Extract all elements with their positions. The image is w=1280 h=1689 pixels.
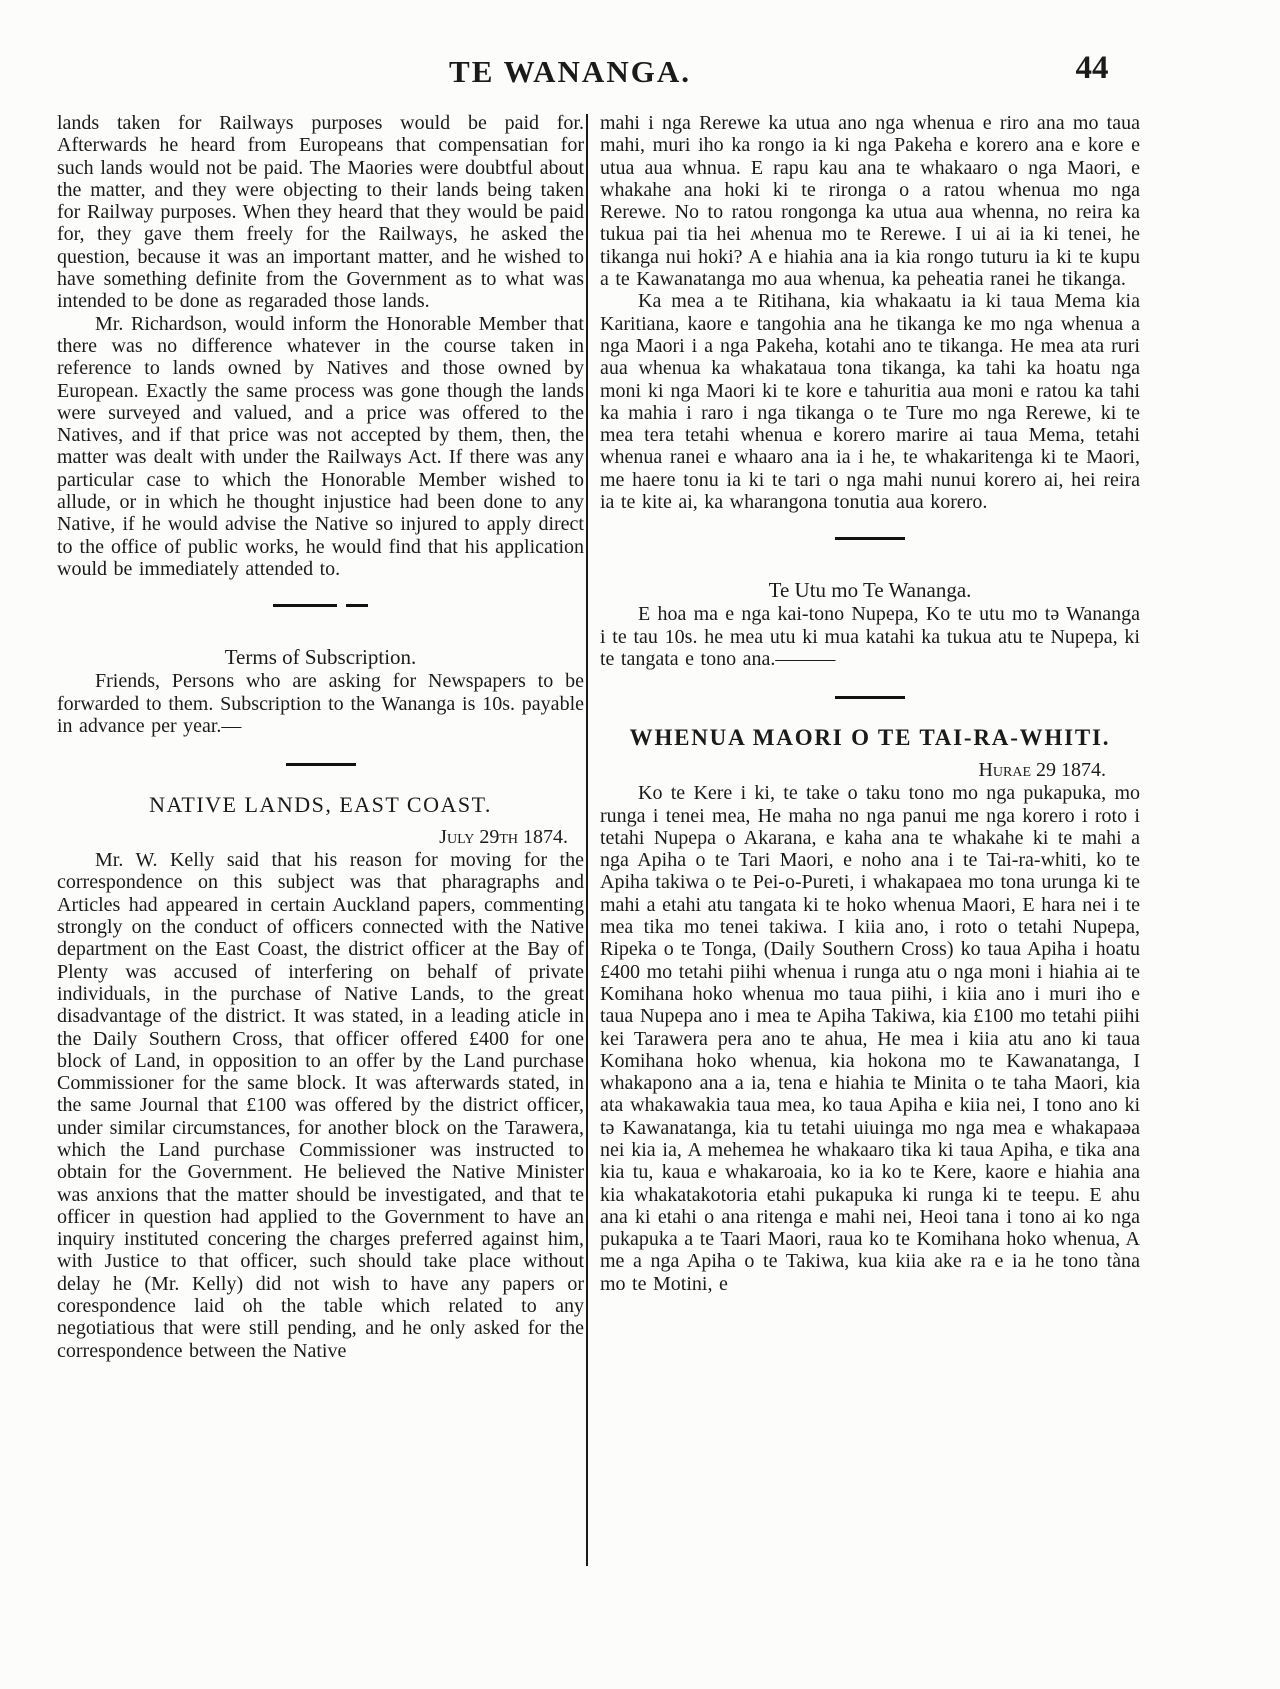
left-continuation-paragraph: lands taken for Railways purposes would be paid for. Afterwards he heard from Europeans that compensatian for such lands would not be paid. The Maories were doubtful about the matter, and they were objecting to their lands being taken for Railway purposes. When they heard that they would be paid for, they gave them freely for the Railways, he asked the question, because it was an important matter, and he wished to have something definite from the Government as to what was intended to be done as regaraded those lands. — [57, 112, 584, 313]
utu-paragraph: E hoa ma e nga kai-tono Nupepa, Ko te utu mo tə Wananga i te tau 10s. he mea utu ki mua katahi ka tukua atu te Nupepa, ki te tangata e tono ana.——— — [600, 603, 1140, 670]
section-divider — [600, 696, 1140, 699]
native-lands-heading: NATIVE LANDS, EAST COAST. — [149, 792, 492, 818]
section-divider — [57, 604, 584, 607]
page-number: 44 — [1075, 50, 1109, 86]
divider-segment — [346, 604, 368, 607]
utu-heading: Te Utu mo Te Wananga. — [768, 578, 972, 603]
whenua-maori-paragraph: Ko te Kere i ki, te take o taku tono mo nga pukapuka, mo runga i tenei mea, He maha no nga panui me nga korero i roto i tetahi Nupepa o Akarana, e kaha ana te whakahe ki te mahi a nga Apiha o te Tari Maori, e noho ana i te Tai-ra-whiti, ko te Apiha takiwa o te Pei-o-Pureti, i whakapaea mo tona urunga ki te mahi a etahi atu tangata ki te hoko whenua Maori, E hara nei i te mea tika mo tenei takiwa. I kiia ano, i roto o tetahi Nupepa, Ripeka o te Tonga, (Daily Southern Cross) ko taua Apiha i hoatu £400 mo tetahi piihi whenua i runga atu o nga moni i hiahia ai te Komihana hoko whenua mo taua piihi, i kiia ano i muri iho e taua Nupepa ano i mea te Apiha Takiwa, kia £100 mo tetahi piihi kei Tarawera pera ano te ahua, He mea i kiia atu ano ki taua Komihana hoko whenua, kia hokona mo te Kawanatanga, I whakapono ana a ia, tena e hiahia te Minita o te taha Maori, kia ata whakawakia taua mea, ko taua Apiha e kiia nei, I tono ano ki tə Kawanatanga, kia tu tetahi uiuinga mo nga mea e whakapaəa nei kia ia, A mehemea he whakaaro tika ki taua Apiha, e tika ana kia tu, kaua e whakaroaia, ko ia ko te Kere, kaore e hiahia ana kia whakatakotoria etahi pukapuka ki runga ki te teepu. E ahu ana ki etahi o ana ritenga e mahi nei, Heoi tana i tono ai ko nga pukapuka a te Taari Maori, raua ko te Komihana hoko whenua, A me a nga Apiha o te Takiwa, kua kiia ake ra e ia he tono tàna mo te Motini, e — [600, 782, 1140, 1295]
ritihana-paragraph: Ka mea a te Ritihana, kia whakaatu ia ki taua Mema kia Karitiana, kaore e tangohia ana he tikanga ke mo nga whenua a nga Maori i a nga Pakeha, kotahi ano te tikanga. He mea ata ruri aua whenua ka whakataua tona tikanga, ka tahi ka hoatu nga moni ki nga Maori ki te kore e tahuritia aua moni e ratou ka tahi ka mahia i raro i nga tikanga o te Ture mo nga Rerewe, ki te mea tera tetahi whenua e korero marire ai taua Mema, tetahi whenua ranei e whaaro ana ia i he, te whakaritenga ki te Maori, me haere tonu ia ki te tari o nga mahi nunui korero ai, hei reira ia te kite ai, ka wharangona tonutia aua korero. — [600, 290, 1140, 514]
divider-segment — [835, 537, 905, 540]
divider-segment — [835, 696, 905, 699]
native-lands-date: July 29th 1874. — [439, 826, 568, 849]
column-divider-rule — [586, 114, 588, 1566]
section-divider — [600, 537, 1140, 540]
divider-segment — [286, 763, 356, 766]
richardson-paragraph: Mr. Richardson, would inform the Honorable Member that there was no difference whatever in the course taken in reference to lands owned by Natives and those owned by European. Exactly the same process was gone though the lands were surveyed and valued, and a price was offered to the Natives, and if that price was not accepted by them, then, the matter was dealt with under the Railways Act. If there was any particular case to which the Honorable Member wished to allude, or in which he thought injustice had been done to any Native, if he would advise the Native so injured to apply direct to the office of public works, he would find that his application would be immediately attended to. — [57, 312, 584, 580]
right-column — [600, 112, 1140, 1295]
left-column — [57, 112, 584, 1362]
right-continuation-paragraph: mahi i nga Rerewe ka utua ano nga whenua e riro ana mo taua mahi, muri iho ka rongo ia ki nga Pakeha e korero ana e kore e utua aua whnua. E rapu kau ana te whakaaro o nga Maori, e whakahe ana hoki ki te rironga o a ratou whenua mo nga Rerewe. No to ratou rongonga ka utua aua whenna, no reira ka tukua pai tia hei ʍhenua mo te Rerewe. I ui ai ia ki tenei, he tikanga nui hoki? A e hiahia ana ia kia rongo tuturu ia ki te kupu a te Kawanatanga mo aua whenua, ka peheatia ranei he tikanga. — [600, 112, 1140, 291]
section-divider — [57, 763, 584, 766]
subscription-heading: Terms of Subscription. — [224, 645, 417, 670]
divider-segment — [273, 604, 337, 607]
subscription-paragraph: Friends, Persons who are asking for Newspapers to be forwarded to them. Subscription to the Wananga is 10s. payable in advance per year.— — [57, 670, 584, 737]
native-lands-paragraph: Mr. W. Kelly said that his reason for moving for the correspondence on this subject was that pharagraphs and Articles had appeared in certain Auckland papers, commenting strongly on the conduct of officers connected with the Native department on the East Coast, the district officer at the Bay of Plenty was accused of interfering on behalf of private individuals, in the purchase of Native Lands, to the great disadvantage of the district. It was stated, in a leading aticle in the Daily Southern Cross, that officer offered £400 for one block of Land, in opposition to an offer by the Land purchase Commissioner for the same block. It was afterwards stated, in the same Journal that £100 was offered by the district officer, under similar circumstances, for another block on the Tarawera, which the Land purchase Commissioner was instructed to obtain for the Government. He believed the Native Minister was anxions that the matter should be investigated, and that te officer in question had applied to the Government to have an inquiry instituted concering the charges preferred against him, with Justice to that officer, such should take place without delay he (Mr. Kelly) did not wish to have any papers or corespondence laid oh the table which related to any negotiatious that were still pending, and he only asked for the correspondence between the Native — [57, 849, 584, 1362]
whenua-maori-heading: WHENUA MAORI O TE TAI-RA-WHITI. — [629, 725, 1111, 751]
page-title: TE WANANGA. — [449, 54, 691, 89]
whenua-maori-date: Hurae 29 1874. — [978, 759, 1106, 782]
